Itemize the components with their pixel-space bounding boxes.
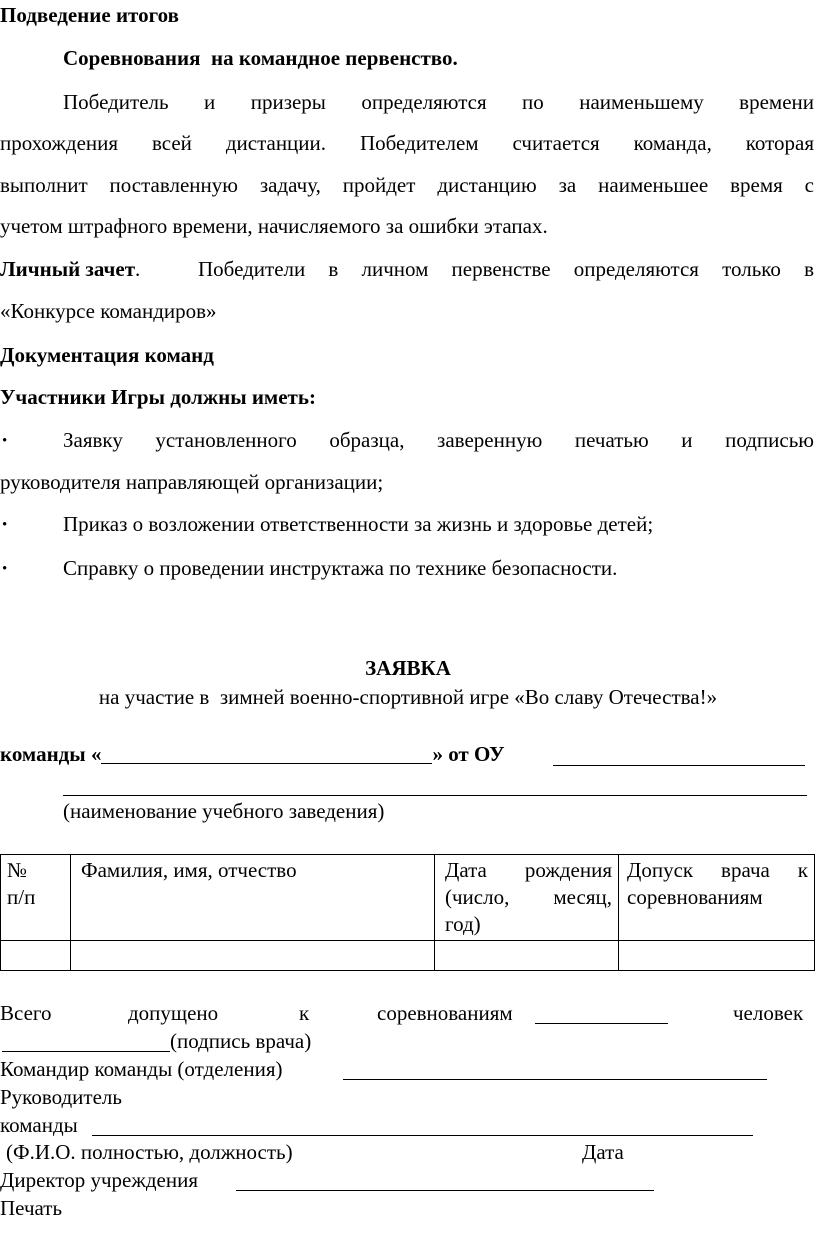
cell-number[interactable]: [1, 941, 71, 971]
bullet-2: •: [2, 517, 8, 533]
team-name-field[interactable]: [101, 742, 432, 764]
item-3: Справку о проведении инструктажа по технике безопасности.: [63, 556, 618, 580]
table-header-row: [1, 855, 815, 941]
personal-text-line-1: Победители в личном первенстве определяются только в: [198, 257, 814, 281]
application-title: ЗАЯВКА: [365, 656, 451, 680]
application-table: [0, 854, 815, 971]
cell-birthdate[interactable]: [435, 941, 619, 971]
team-paragraph-line-3: выполнит поставленную задачу, пройдет дистанцию за наименьшее время с: [0, 173, 814, 197]
director-field[interactable]: [236, 1190, 654, 1191]
date-label: Дата: [582, 1140, 624, 1164]
personal-label-wrap: [0, 256, 140, 282]
summary-heading: Подведение итогов: [0, 3, 179, 27]
institution-field[interactable]: [63, 795, 807, 796]
application-subtitle: на участие в зимней военно-спортивной игре «Во славу Отечества!»: [98, 685, 718, 709]
fio-caption: (Ф.И.О. полностью, должность): [6, 1140, 293, 1164]
header-birthdate: Дата рождения (число, месяц, год): [435, 855, 619, 941]
personal-dot: .: [135, 257, 141, 281]
admitted-w1: Всего: [0, 1001, 52, 1025]
personal-text-line-2: «Конкурсе командиров»: [0, 299, 217, 323]
ou-field[interactable]: [553, 765, 805, 766]
documents-heading: Документация команд: [0, 343, 214, 367]
table-row: [1, 941, 815, 971]
head-label-line-1: Руководитель: [0, 1085, 122, 1109]
admitted-count-field[interactable]: [535, 1023, 668, 1024]
admitted-w3: к: [299, 1001, 310, 1025]
team-heading: Соревнования на командное первенство.: [63, 46, 458, 70]
stamp-label: Печать: [0, 1196, 63, 1220]
institution-caption: (наименование учебного заведения): [63, 799, 385, 823]
team-label: команды «: [0, 742, 102, 766]
cell-fio[interactable]: [71, 941, 435, 971]
commander-field[interactable]: [343, 1079, 767, 1080]
doctor-signature-caption: (подпись врача): [170, 1029, 312, 1053]
team-paragraph-line-2: прохождения всей дистанции. Победителем считается команда, которая: [0, 131, 814, 155]
team-close: » от ОУ: [432, 742, 505, 766]
item-1-line-1: Заявку установленного образца, заверенную печатью и подписью: [63, 428, 814, 452]
admitted-w4: соревнованиям: [377, 1001, 513, 1025]
team-line: [0, 741, 505, 767]
head-field[interactable]: [92, 1135, 753, 1136]
bullet-3: •: [2, 561, 8, 577]
team-paragraph-line-4: учетом штрафного времени, начисляемого за ошибки этапах.: [0, 214, 548, 238]
header-doctor: Допуск врача к соревнованиям: [619, 855, 815, 941]
item-1-line-2: руководителя направляющей организации;: [0, 470, 384, 494]
admitted-w5: человек: [733, 1001, 804, 1025]
header-number: № п/п: [1, 855, 71, 941]
item-2: Приказ о возложении ответственности за жизнь и здоровье детей;: [63, 512, 654, 536]
commander-label: Командир команды (отделения): [0, 1057, 283, 1081]
cell-doctor[interactable]: [619, 941, 815, 971]
bullet-1: •: [2, 433, 8, 449]
director-label: Директор учреждения: [0, 1168, 198, 1192]
header-fio: Фамилия, имя, отчество: [71, 855, 435, 941]
team-paragraph-line-1: Победитель и призеры определяются по наименьшему времени: [63, 90, 814, 114]
admitted-w2: допущено: [128, 1001, 219, 1025]
personal-label: Личный зачет: [0, 257, 136, 281]
head-label-line-2: команды: [0, 1113, 78, 1137]
doctor-signature-field[interactable]: [2, 1051, 170, 1052]
participants-heading: Участники Игры должны иметь:: [0, 385, 316, 409]
